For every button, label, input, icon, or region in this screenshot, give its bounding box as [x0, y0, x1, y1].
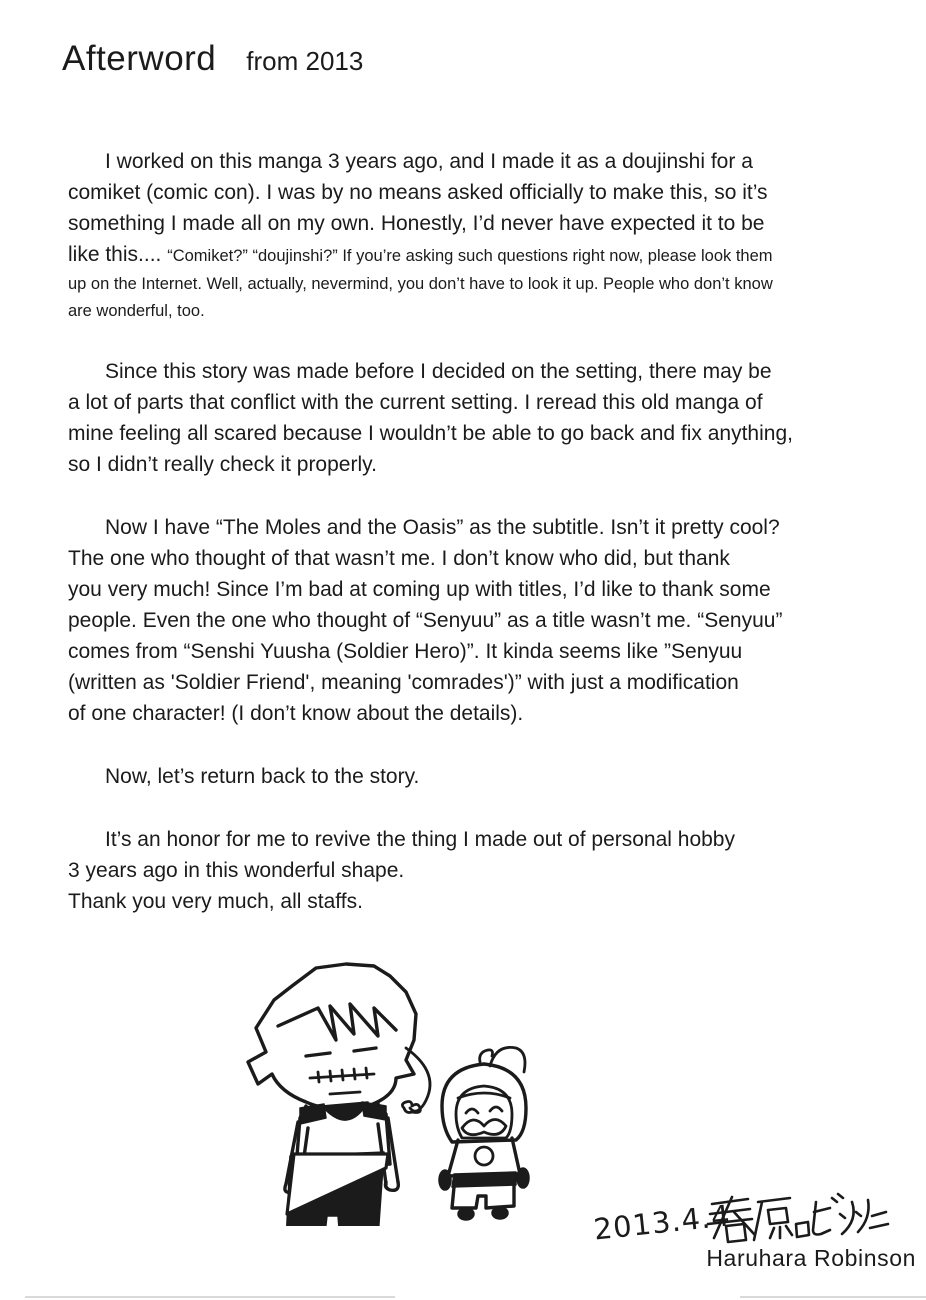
text-run: (written as 'Soldier Friend', meaning 'comrades')” with just a modification: [68, 671, 739, 694]
text-run: Since this story was made before I decided on the setting, there may be: [105, 360, 772, 383]
text-line: [68, 240, 884, 271]
text-run: Thank you very much, all staffs.: [68, 890, 363, 913]
text-run: like this....: [68, 243, 168, 266]
signature-svg: [588, 1190, 920, 1252]
handwritten-name-strokes: [708, 1194, 888, 1242]
text-line: [68, 762, 884, 793]
text-run: 3 years ago in this wonderful shape.: [68, 859, 405, 882]
text-line: [68, 271, 884, 298]
text-line: [68, 419, 884, 450]
text-run: mine feeling all scared because I wouldn’t be able to go back and fix anything,: [68, 422, 793, 445]
page-title: Afterword: [62, 39, 217, 78]
text-line: [68, 606, 884, 637]
signature-date: 2013.4.4: [592, 1198, 733, 1247]
text-run: Now I have “The Moles and the Oasis” as the subtitle. Isn’t it pretty cool?: [105, 516, 780, 539]
chibi-characters-illustration: [228, 956, 568, 1226]
text-run: you very much! Since I’m bad at coming up with titles, I’d like to thank some: [68, 578, 771, 601]
text-line: [68, 699, 884, 730]
paragraph: [68, 147, 884, 325]
text-run: The one who thought of that wasn’t me. I don’t know who did, but thank: [68, 547, 730, 570]
text-line: [68, 209, 884, 240]
afterword-body: [68, 147, 884, 918]
text-run: of one character! (I don’t know about the details).: [68, 702, 524, 725]
author-printed-name: Haruhara Robinson: [706, 1245, 916, 1271]
text-line: [68, 825, 884, 856]
paragraph: [68, 762, 884, 793]
text-line: [68, 513, 884, 544]
text-line: [68, 887, 884, 918]
text-run: I worked on this manga 3 years ago, and I made it as a doujinshi for a: [105, 150, 753, 173]
text-run: are wonderful, too.: [68, 302, 205, 320]
text-run: It’s an honor for me to revive the thing I made out of personal hobby: [105, 828, 735, 851]
character-tall: [248, 964, 430, 1226]
paragraph: [68, 357, 884, 481]
text-run: Now, let’s return back to the story.: [105, 765, 420, 788]
text-run: people. Even the one who thought of “Senyuu” as a title wasn’t me. “Senyuu”: [68, 609, 783, 632]
character-short: [439, 1047, 529, 1220]
text-run: so I didn’t really check it properly.: [68, 453, 377, 476]
text-line: [68, 450, 884, 481]
scan-edge-line: [740, 1296, 926, 1298]
text-line: [68, 298, 884, 325]
text-run: something I made all on my own. Honestly, I’d never have expected it to be: [68, 212, 765, 235]
paragraph: [68, 825, 884, 918]
text-run: up on the Internet. Well, actually, nevermind, you don’t have to look it up. People who don’t know: [68, 275, 773, 293]
scan-edge-line: [25, 1296, 395, 1298]
text-line: [68, 575, 884, 606]
page-header: [62, 38, 363, 80]
text-run: comiket (comic con). I was by no means asked officially to make this, so it’s: [68, 181, 768, 204]
text-line: [68, 178, 884, 209]
illustration-svg: [228, 956, 568, 1226]
text-run: a lot of parts that conflict with the current setting. I reread this old manga of: [68, 391, 763, 414]
signature-block: [588, 1190, 920, 1252]
paragraph: [68, 513, 884, 730]
text-line: [68, 357, 884, 388]
text-run: comes from “Senshi Yuusha (Soldier Hero)”. It kinda seems like ”Senyuu: [68, 640, 743, 663]
text-line: [68, 668, 884, 699]
text-line: [68, 856, 884, 887]
text-line: [68, 388, 884, 419]
page-subtitle: from 2013: [246, 46, 364, 76]
text-line: [68, 147, 884, 178]
text-line: [68, 637, 884, 668]
text-run: “Comiket?” “doujinshi?” If you’re asking such questions right now, please look them: [167, 247, 773, 265]
text-line: [68, 544, 884, 575]
